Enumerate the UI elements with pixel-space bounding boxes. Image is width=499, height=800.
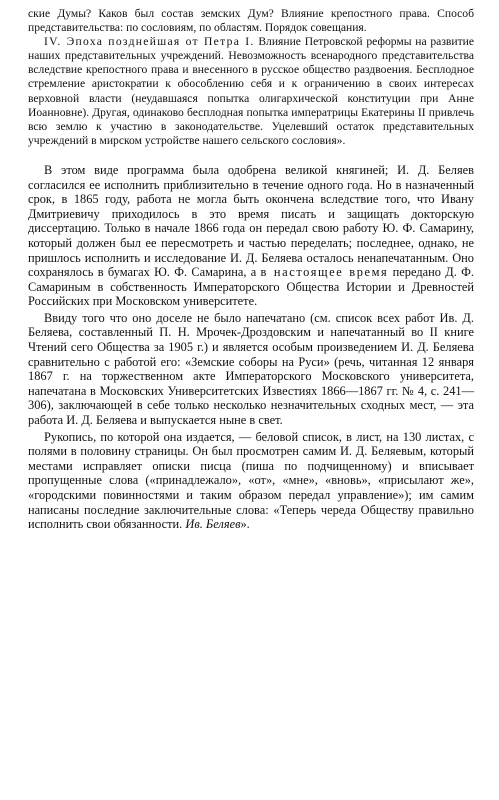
program-quote-continuation — [28, 7, 474, 148]
paragraph-text: Рукопись, по которой она издается, — беловой список, в лист, на 130 листах, с полями в половину страницы. Он был просмотрен самим И. Д. Беляевым, который местами исправляет описки писца (пиша по подчищенному) и вписывает пропущенные слова («принадлежало», «от», «мне», «вновь», «присылают же», «городскими повинностями и таким образом передал управление»); им самим написаны последние заключительные слова: «Теперь череда Обществу правильно исполнить свои обязанности. — [28, 429, 474, 532]
document-page — [28, 7, 474, 534]
quote-text: ские Думы? Каков был состав земских Дум? Влияние крепостного права. Способ представительства: по сословиям, по областям. Порядок совещания. — [28, 7, 474, 35]
quote-paragraph-epoch-iv — [28, 35, 474, 148]
quote-paragraph-continued — [28, 7, 474, 35]
main-paragraph-1 — [28, 163, 474, 309]
main-text — [28, 163, 474, 532]
paragraph-text: В этом виде программа была одобрена великой княгиней; И. Д. Беляев согласился ее исполнить приблизительно в течение одного года. Но в назначенный срок, в 1865 году, работа не могла быть окончена вследствие того, что Ивану Дмитриевичу приходилось в это время писать и защищать докторскую диссертацию. Только в начале 1866 года он передал свою работу Ю. Ф. Самарину, который должен был ее пересмотреть и частью переделать; последнее, однако, не пришлось исполнить и исследование И. Д. Беляева осталось ненапечатанным. Оно сохранялось в бумагах Ю. Ф. Самарина, а — [28, 162, 474, 280]
signature-text: Ив. Беляев — [185, 517, 241, 532]
paragraph-gap — [28, 148, 474, 163]
quote-text: Влияние Петровской реформы на развитие наших представительных учреждений. Невозможность всенародного представительства вследствие крепостного права и внесенного в русское общество раздвоения. Бесплодное стремление аристократии к обособлению себя и к ограничению в своих интересах верховной власти (неудавшаяся попытка олигархической конституции при Анне Иоанновне). Другая, одинаково бесплодная попытка императрицы Екатерины II привлечь всю землю к участию в законодательстве. Уцелевший остаток представительных учреждений в мирском устройстве нашего сельского сословия». — [28, 35, 474, 147]
main-paragraph-3 — [28, 430, 474, 532]
paragraph-text: передано Д. Ф. Самариным в собственность Императорского Общества Истории и Древностей Российских при Московском университете. — [28, 265, 474, 309]
emphasized-text: в настоящее время — [260, 265, 389, 280]
section-heading-epoch-iv: IV. Эпоха позднейшая от Петра I. — [44, 35, 255, 49]
paragraph-text: Ввиду того что оно доселе не было напечатано (см. список всех работ Ив. Д. Беляева, составленный П. Н. Мрочек-Дроздовским и напечатанный во II книге Чтений сего Общества за 1905 г.) и является особым произведением И. Д. Беляева сравнительно с работой его: «Земские соборы на Руси» (речь, читанная 12 января 1867 г. на торжественном акте Императорского Московского университета, напечатана в Московских Университетских Известиях 1866—1867 гг. № 4, с. 241—306), заключающей в себе только несколько незначительных сходных мест, — эта работа И. Д. Беляева и выпускается ныне в свет. — [28, 310, 474, 428]
main-paragraph-2 — [28, 311, 474, 428]
paragraph-text: ». — [240, 517, 250, 532]
